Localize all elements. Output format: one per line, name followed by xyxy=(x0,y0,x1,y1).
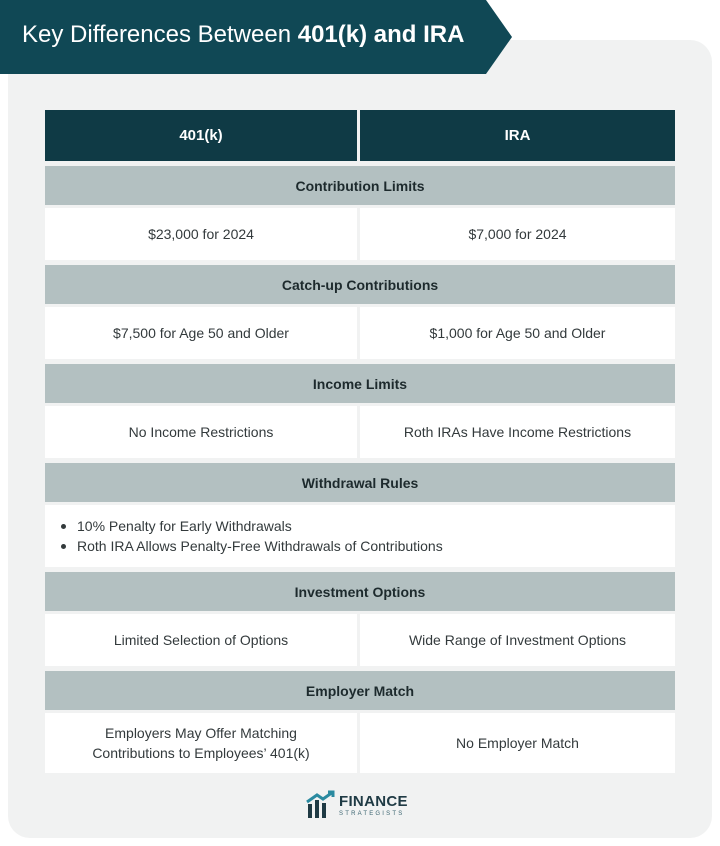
cell-401k: Limited Selection of Options xyxy=(45,614,357,666)
list-item xyxy=(61,536,675,556)
cell-line: Contributions to Employees’ 401(k) xyxy=(92,745,310,761)
column-header-ira: IRA xyxy=(360,110,675,161)
cell-401k xyxy=(45,713,357,773)
table-row xyxy=(45,614,675,666)
cell-401k: $23,000 for 2024 xyxy=(45,208,357,260)
bullet-icon xyxy=(61,544,66,549)
section-label: Income Limits xyxy=(45,364,675,403)
comparison-table xyxy=(45,110,675,773)
column-header-401k: 401(k) xyxy=(45,110,357,161)
cell-line: Employers May Offer Matching xyxy=(105,725,297,741)
section-label: Withdrawal Rules xyxy=(45,463,675,502)
page-title xyxy=(22,21,464,49)
cell-ira: Roth IRAs Have Income Restrictions xyxy=(360,406,675,458)
list-item xyxy=(61,516,675,536)
list-item-text: 10% Penalty for Early Withdrawals xyxy=(77,518,292,534)
section-label: Catch-up Contributions xyxy=(45,265,675,304)
title-prefix: Key Differences Between xyxy=(22,21,298,48)
table-row xyxy=(45,208,675,260)
finance-strategists-logo-icon xyxy=(305,790,335,820)
list-item-text: Roth IRA Allows Penalty-Free Withdrawals of Contributions xyxy=(77,538,443,554)
cell-ira: $7,000 for 2024 xyxy=(360,208,675,260)
cell-ira: No Employer Match xyxy=(360,713,675,773)
section-label: Investment Options xyxy=(45,572,675,611)
table-row xyxy=(45,406,675,458)
finance-strategists-logo xyxy=(305,788,420,822)
section-label: Contribution Limits xyxy=(45,166,675,205)
table-row xyxy=(45,307,675,359)
cell-401k: No Income Restrictions xyxy=(45,406,357,458)
table-row xyxy=(45,713,675,773)
section-label: Employer Match xyxy=(45,671,675,710)
cell-401k: $7,500 for Age 50 and Older xyxy=(45,307,357,359)
cell-ira: $1,000 for Age 50 and Older xyxy=(360,307,675,359)
bullet-icon xyxy=(61,524,66,529)
title-bold: 401(k) and IRA xyxy=(297,21,465,48)
logo-tagline: STRATEGISTS xyxy=(339,810,405,817)
logo-name: FINANCE xyxy=(339,792,408,810)
cell-ira: Wide Range of Investment Options xyxy=(360,614,675,666)
table-header-row xyxy=(45,110,675,161)
withdrawal-rules-list xyxy=(45,505,675,567)
